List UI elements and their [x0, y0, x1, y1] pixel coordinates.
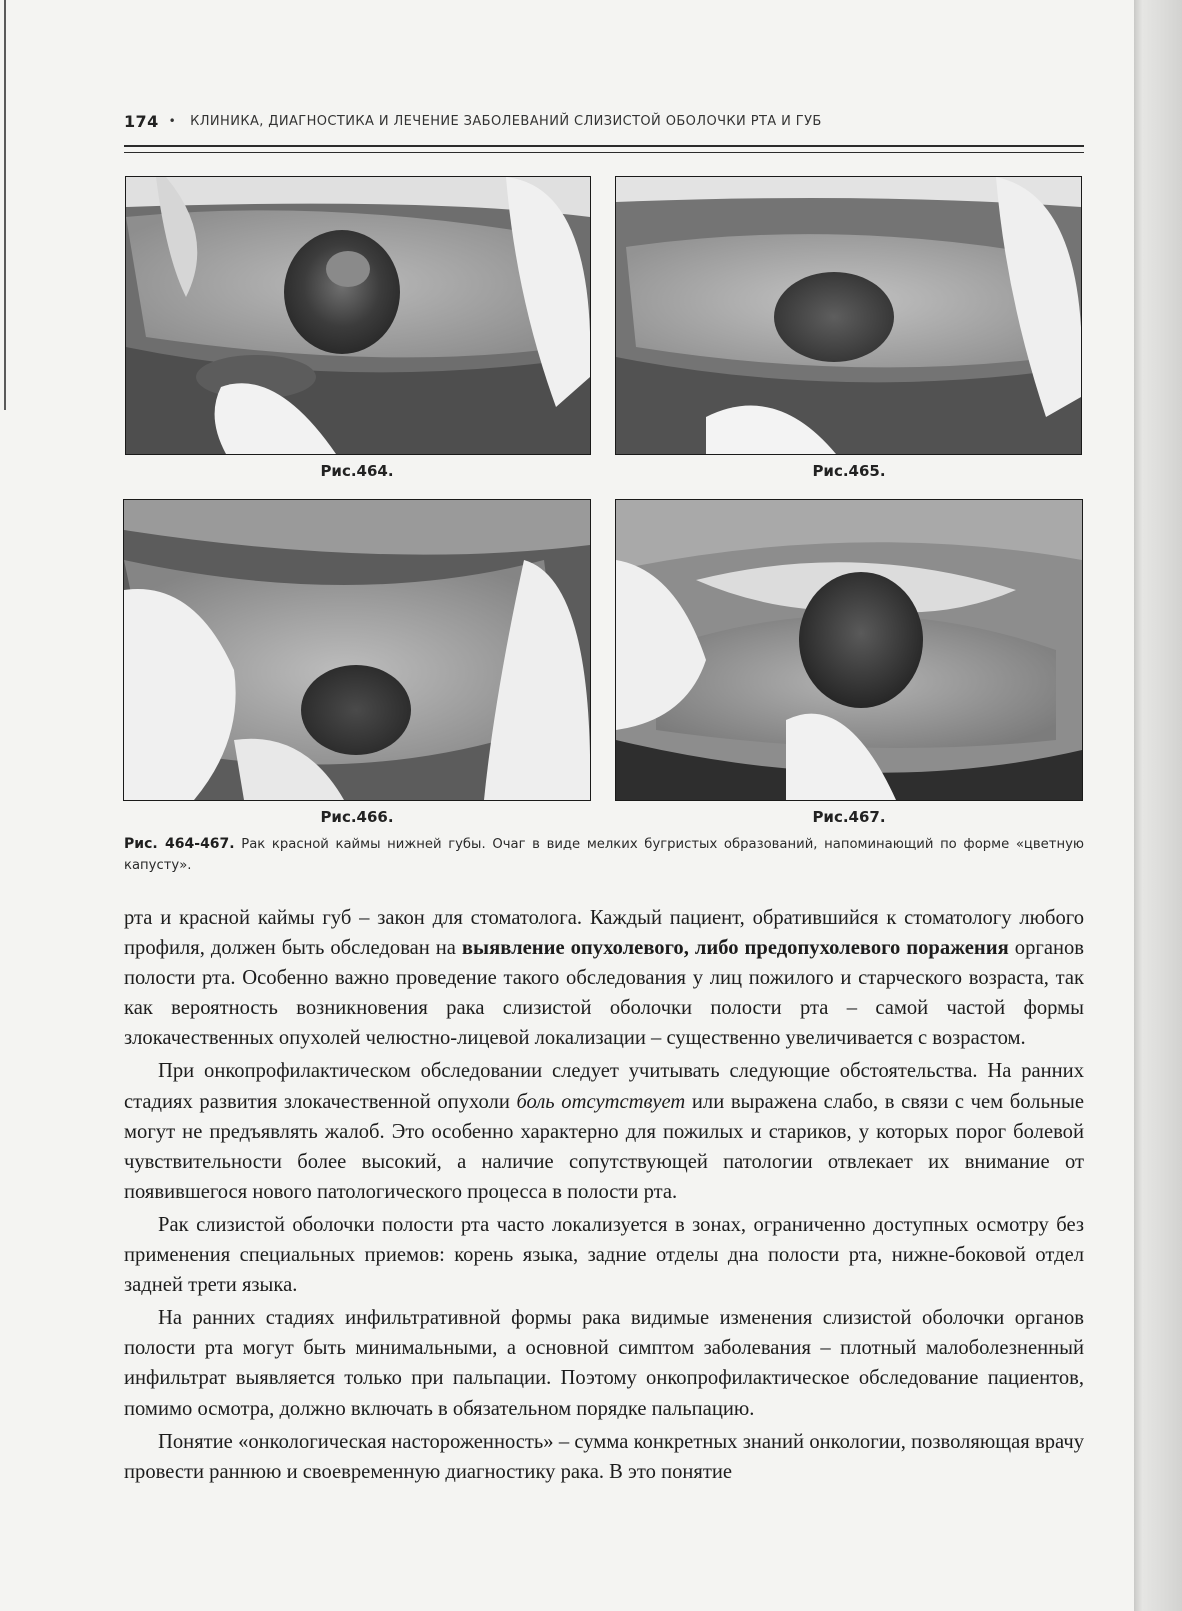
figure-466-label: Рис.466. [320, 808, 394, 826]
figure-467-photo [615, 499, 1083, 801]
caption-text: Рак красной каймы нижней губы. Очаг в виде мелких бугристых образований, напоминающий по форме «цветную капусту». [124, 837, 1084, 873]
paragraph-2 [124, 1056, 1084, 1206]
figure-464-label: Рис.464. [320, 462, 394, 480]
body-text [124, 903, 1084, 1487]
figure-465-label: Рис.465. [812, 462, 886, 480]
paragraph-1-part-2: органов полости рта. Особенно важно проведение такого обследования у лиц пожилого и старческого возраста, так как вероятность возникновения рака слизистой оболочки полости рта – самой частой формы злокачественных опухолей челюстно-лицевой локализации – существенно увеличивается с возрастом. [124, 937, 1084, 1050]
running-header [124, 106, 1086, 136]
paragraph-5: Понятие «онкологическая настороженность» – сумма конкретных знаний онкологии, позволяющая врачу провести раннюю и своевременную диагностику рака. В это понятие [124, 1430, 1084, 1483]
figure-466-photo [123, 499, 591, 801]
scan-edge-right [1134, 0, 1182, 1611]
paragraph-4: На ранних стадиях инфильтративной формы рака видимые изменения слизистой оболочки органов полости рта могут быть минимальными, а основной симптом заболевания – плотный малоболезненный инфильтрат выявляется только при пальпации. Поэтому онкопрофилактическое обследование пациентов, помимо осмотра, должно включать в обязательном порядке пальпацию. [124, 1307, 1084, 1420]
paragraph-1 [124, 903, 1084, 1053]
scan-edge-left [4, 0, 6, 410]
figure-464-photo [125, 176, 591, 455]
caption-prefix: Рис. 464-467. [124, 836, 235, 852]
figure-467-label: Рис.467. [812, 808, 886, 826]
header-rule [124, 145, 1084, 153]
header-bullet: • [168, 114, 177, 128]
paragraph-2-part-2: или выражена слабо, в связи с чем больные могут не предъявлять жалоб. Это особенно характерно для пожилых и стариков, у которых порог болевой чувствительности более высокий, а наличие сопутствующей патологии отвлекает их внимание от появившегося нового патологического процесса в полости рта. [124, 1090, 1084, 1203]
paragraph-3: Рак слизистой оболочки полости рта часто локализуется в зонах, ограниченно доступных осмотру без применения специальных приемов: корень языка, задние отделы дна полости рта, нижне-боковой отдел задней трети языка. [124, 1213, 1084, 1297]
running-title: КЛИНИКА, ДИАГНОСТИКА И ЛЕЧЕНИЕ ЗАБОЛЕВАНИЙ СЛИЗИСТОЙ ОБОЛОЧКИ РТА И ГУБ [190, 113, 822, 129]
paragraph-1-bold: выявление опухолевого, либо предопухолевого поражения [461, 937, 1009, 960]
figure-465-photo [615, 176, 1082, 455]
paragraph-2-italic: боль отсутствует [516, 1090, 686, 1113]
paragraph-2-part-1: При онкопрофилактическом обследовании следует учитывать следующие обстоятельства. На ранних стадиях развития злокачественной опухоли [124, 1060, 1084, 1113]
page-number: 174 [124, 111, 159, 131]
paragraph-1-part-1: рта и красной каймы губ – закон для стоматолога. Каждый пациент, обратившийся к стоматологу любого профиля, должен быть обследован на [124, 907, 1084, 960]
figure-caption [124, 834, 1084, 876]
